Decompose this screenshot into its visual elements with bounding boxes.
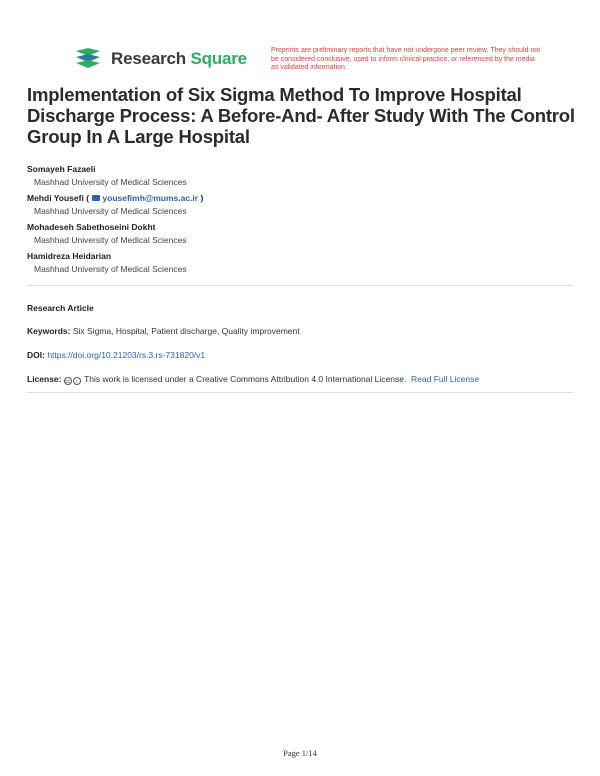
author-email-link[interactable]: yousefimh@mums.ac.ir — [102, 193, 199, 203]
doi — [27, 349, 205, 361]
author-name-row: Mehdi Yousefi ( yousefimh@mums.ac.ir ) — [27, 193, 204, 203]
author-item — [27, 163, 567, 188]
author-affiliation: Mashhad University of Medical Sciences — [34, 177, 187, 187]
read-full-license-link[interactable]: Read Full License — [411, 374, 480, 384]
doi-label: DOI: — [27, 350, 45, 360]
keywords-label: Keywords: — [27, 326, 71, 336]
author-item — [27, 192, 567, 217]
doi-link[interactable]: https://doi.org/10.21203/rs.3.rs-731820/v1 — [47, 350, 206, 360]
by-icon: i — [73, 377, 81, 385]
license-label: License: — [27, 374, 62, 384]
article-type: Research Article — [27, 303, 94, 313]
cc-icon: cc — [65, 379, 71, 385]
license-text: This work is licensed under a Creative Commons Attribution 4.0 International License. — [84, 374, 407, 384]
divider — [27, 285, 573, 286]
license — [27, 373, 479, 385]
page-number: Page 1/14 — [283, 748, 317, 758]
author-list — [27, 163, 567, 279]
email-icon — [92, 195, 100, 201]
research-square-logo-icon — [74, 47, 102, 71]
author-affiliation: Mashhad University of Medical Sciences — [34, 235, 187, 245]
author-item — [27, 221, 567, 246]
author-affiliation: Mashhad University of Medical Sciences — [34, 206, 187, 216]
paper-title: Implementation of Six Sigma Method To Improve Hospital Discharge Process: A Before-And- After Study With The Control Group In A Large Hospital — [27, 84, 575, 147]
research-square-logo[interactable] — [74, 47, 247, 71]
author-name: Mehdi Yousefi — [27, 193, 84, 203]
author-name: Hamidreza Heidarian — [27, 251, 112, 261]
logo-text: Research Square — [111, 49, 247, 68]
keywords — [27, 325, 300, 337]
preprint-notice: Preprints are preliminary reports that have not undergone peer review. They should not be considered conclusive, used to inform clinical practice, or referenced by the media as validated information. — [271, 47, 541, 71]
author-name: Somayeh Fazaeli — [27, 164, 96, 174]
author-affiliation: Mashhad University of Medical Sciences — [34, 264, 187, 274]
divider — [27, 392, 573, 393]
author-item — [27, 250, 567, 275]
author-name: Mohadeseh Sabethoseini Dokht — [27, 222, 156, 232]
keywords-value: Six Sigma, Hospital, Patient discharge, Quality improvement — [72, 326, 300, 336]
